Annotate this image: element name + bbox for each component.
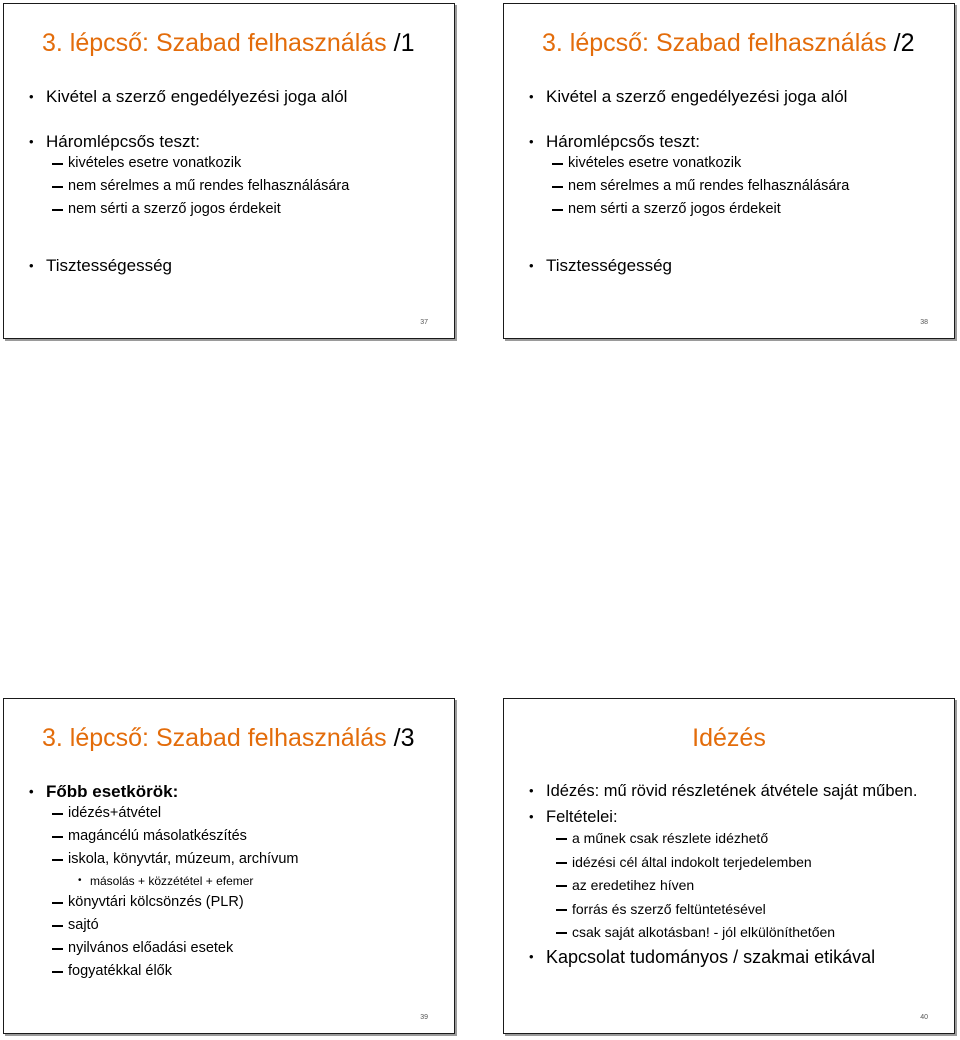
slide-title: Idézés xyxy=(692,724,766,752)
sub-bullet-item: nem sérti a szerző jogos érdekeit xyxy=(504,198,954,221)
slide-body xyxy=(504,781,954,969)
bullet-item: • Főbb esetkörök: xyxy=(4,781,454,802)
sub-bullet-item: idézési cél által indokolt terjedelemben xyxy=(504,851,954,875)
page-number: 38 xyxy=(920,319,928,326)
slide-title-main: 3. lépcső: Szabad felhasználás xyxy=(42,724,387,752)
bullet-item: • Háromlépcsős teszt: xyxy=(504,131,954,152)
bullet-item: • Kivétel a szerző engedélyezési joga alól xyxy=(504,86,954,107)
bullet-item: • Kivétel a szerző engedélyezési joga alól xyxy=(4,86,454,107)
sub-bullet-item: idézés+átvétel xyxy=(4,802,454,825)
sub-bullet-item: kivételes esetre vonatkozik xyxy=(504,152,954,175)
bullet-item: • Tisztességesség xyxy=(4,255,454,276)
slide-title-suffix: /2 xyxy=(886,29,915,57)
sub-bullet-item: a műnek csak részlete idézhető xyxy=(504,827,954,851)
sub-bullet-item: fogyatékkal élők xyxy=(4,960,454,983)
slide-title-main: 3. lépcső: Szabad felhasználás xyxy=(542,29,887,57)
page-number: 39 xyxy=(420,1014,428,1021)
slide-title xyxy=(4,723,454,753)
bullet-item: • Feltételei: xyxy=(504,807,954,827)
slide-title-suffix: /3 xyxy=(386,724,415,752)
page-number: 40 xyxy=(920,1014,928,1021)
slide-40 xyxy=(503,698,955,1034)
sub-sub-bullet-item: • másolás + közzététel + efemer xyxy=(4,871,454,891)
bullet-item: • Tisztességesség xyxy=(504,255,954,276)
bullet-item: • Idézés: mű rövid részletének átvétele saját műben. xyxy=(504,781,954,801)
sub-bullet-item: könyvtári kölcsönzés (PLR) xyxy=(4,891,454,914)
slide-body xyxy=(4,781,454,983)
sub-bullet-item: iskola, könyvtár, múzeum, archívum xyxy=(4,848,454,871)
sub-bullet-item: sajtó xyxy=(4,914,454,937)
slide-title xyxy=(504,28,954,58)
sub-bullet-item: csak saját alkotásban! - jól elkülöníthetően xyxy=(504,921,954,945)
slide-37 xyxy=(3,3,455,339)
slide-title xyxy=(4,28,454,58)
slide-39 xyxy=(3,698,455,1034)
bullet-item: • Háromlépcsős teszt: xyxy=(4,131,454,152)
slide-body xyxy=(504,86,954,276)
sub-bullet-item: kivételes esetre vonatkozik xyxy=(4,152,454,175)
bullet-item: • Kapcsolat tudományos / szakmai etikával xyxy=(504,945,954,969)
page-number: 37 xyxy=(420,319,428,326)
sub-bullet-item: nem sérelmes a mű rendes felhasználására xyxy=(4,175,454,198)
sub-bullet-item: magáncélú másolatkészítés xyxy=(4,825,454,848)
slide-38 xyxy=(503,3,955,339)
slide-title-main: 3. lépcső: Szabad felhasználás xyxy=(42,29,387,57)
sub-bullet-item: nem sérelmes a mű rendes felhasználására xyxy=(504,175,954,198)
slide-body xyxy=(4,86,454,276)
sub-bullet-item: az eredetihez híven xyxy=(504,874,954,898)
sub-bullet-item: forrás és szerző feltüntetésével xyxy=(504,898,954,922)
slide-title-suffix: /1 xyxy=(386,29,415,57)
sub-bullet-item: nem sérti a szerző jogos érdekeit xyxy=(4,198,454,221)
sub-bullet-item: nyilvános előadási esetek xyxy=(4,937,454,960)
